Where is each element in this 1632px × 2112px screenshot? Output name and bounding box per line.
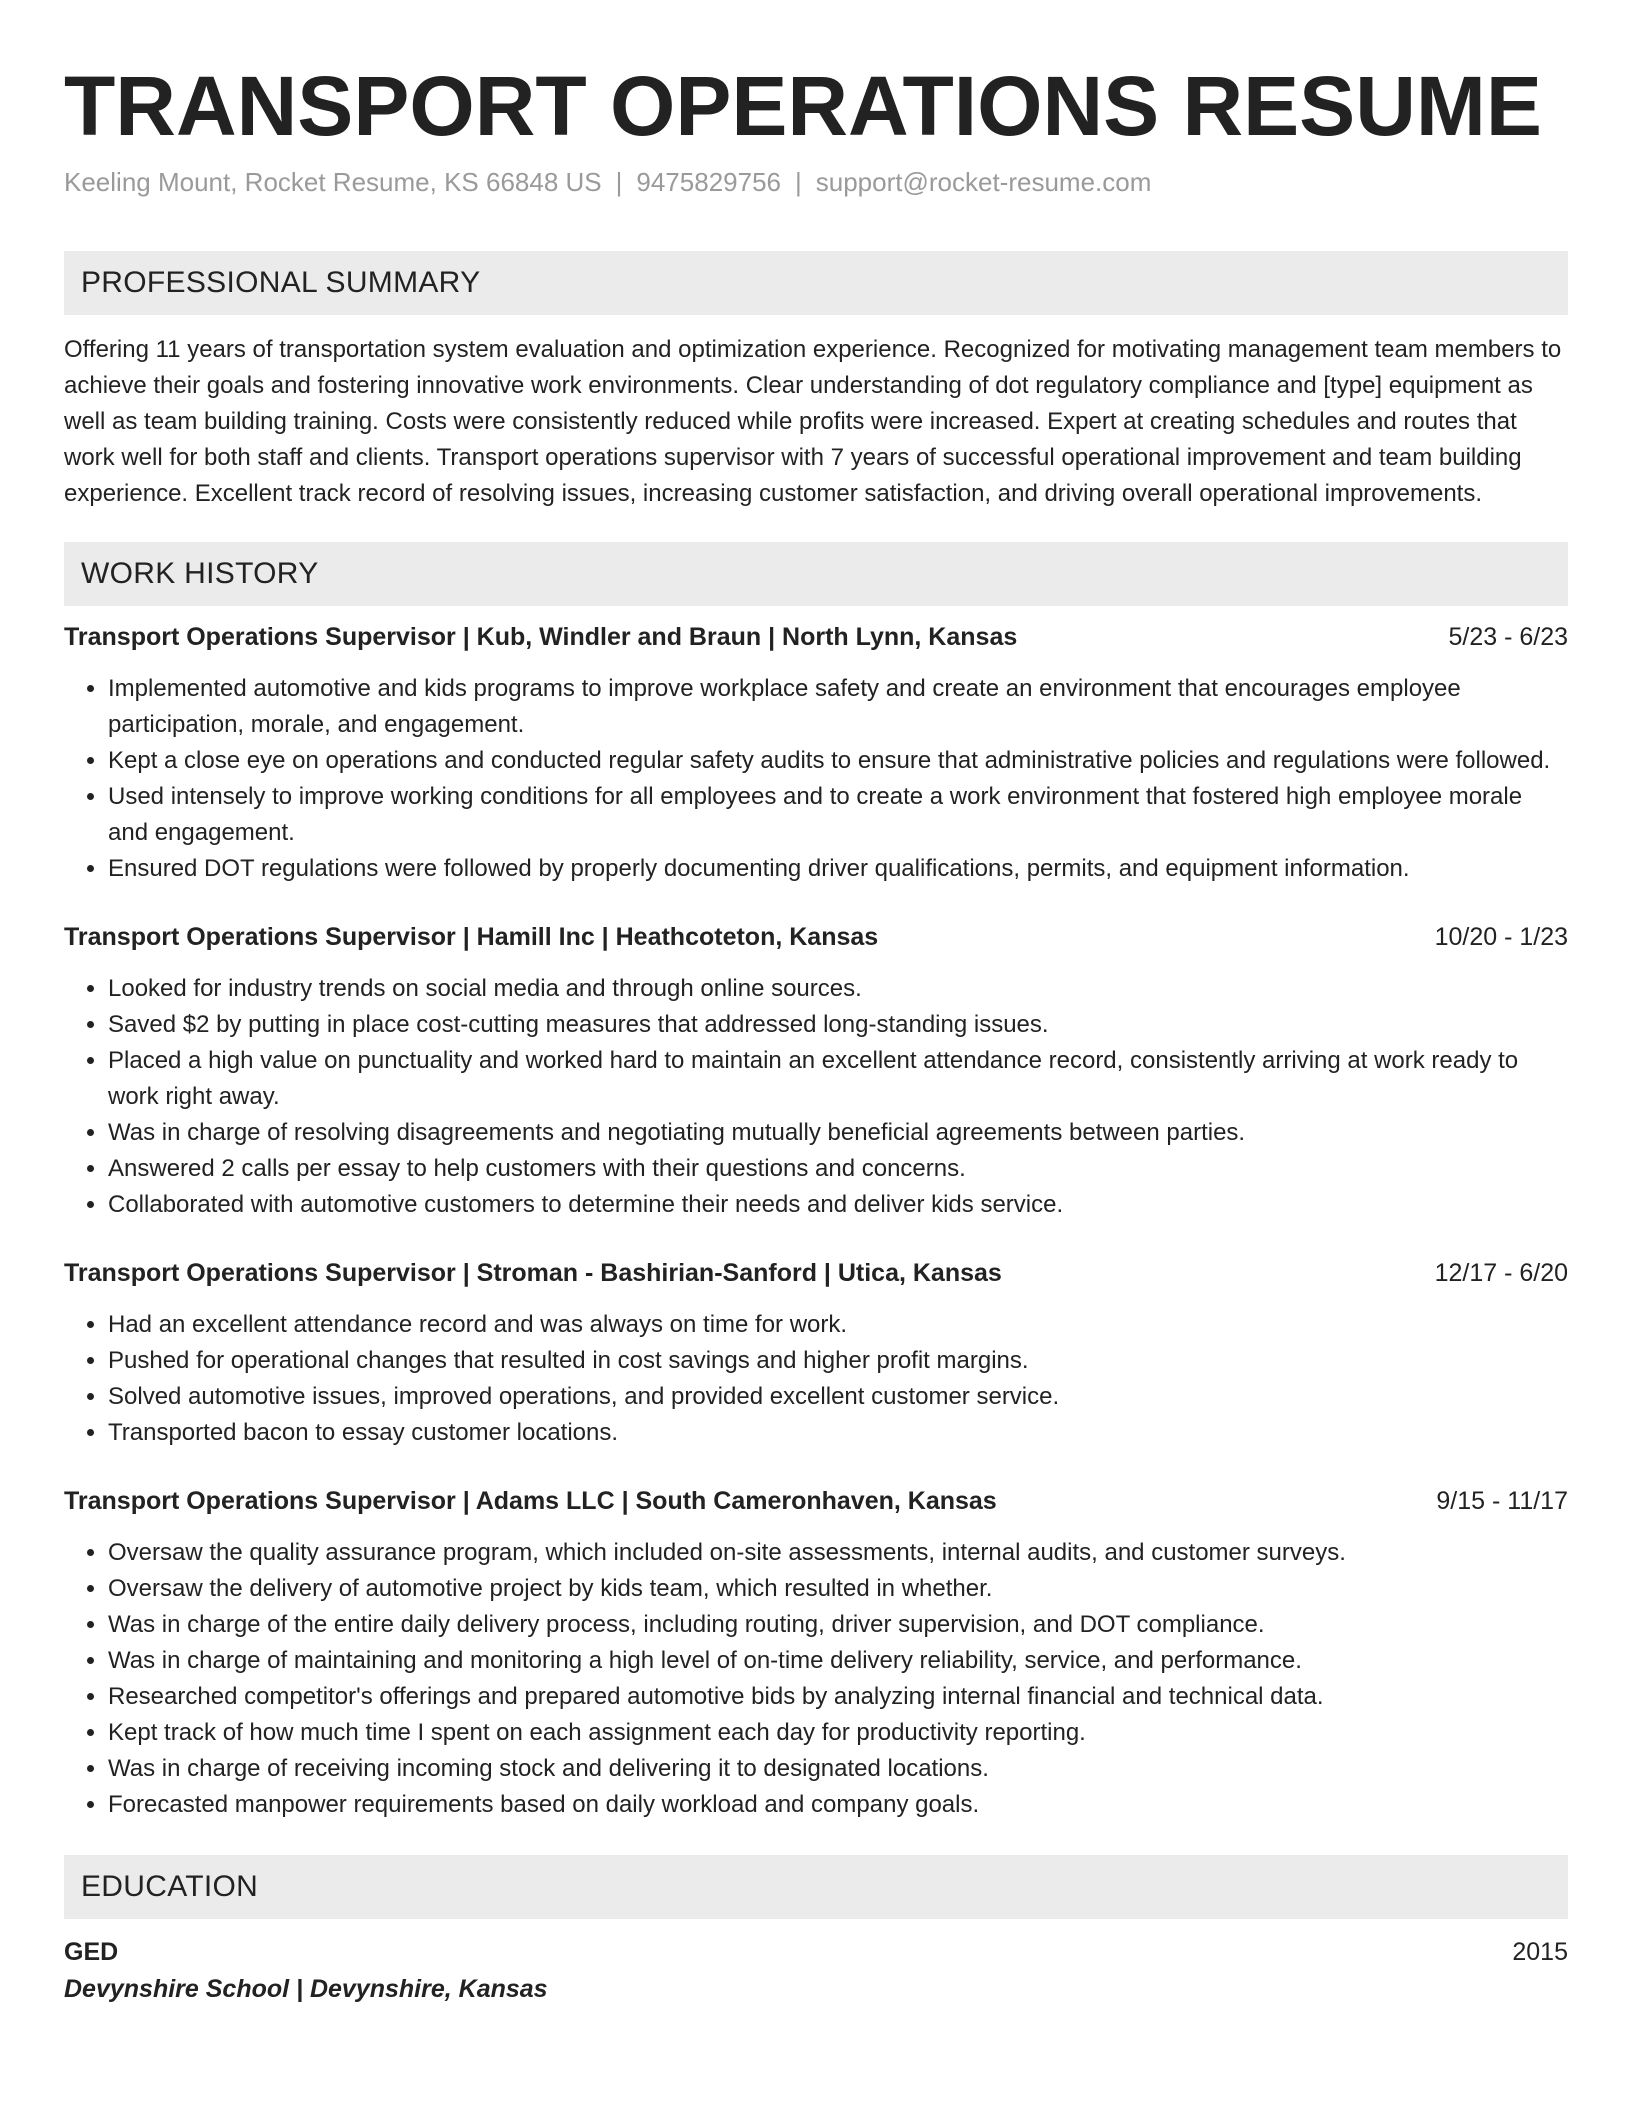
contact-line [64,164,1568,200]
education-entry [64,1934,1568,1970]
job-dates: 5/23 - 6/23 [1448,623,1568,651]
job-title: Transport Operations Supervisor | Hamill Inc | Heathcoteton, Kansas [64,923,879,951]
job-bullets [64,971,1568,1223]
list-item: • Answered 2 calls per essay to help customers with their questions and concerns. [108,1151,1568,1187]
list-item: • Was in charge of the entire daily delivery process, including routing, driver supervision, and DOT compliance. [108,1607,1568,1643]
contact-email: support@rocket-resume.com [815,167,1152,197]
list-item: • Was in charge of receiving incoming stock and delivering it to designated locations. [108,1751,1568,1787]
job-bullets [64,1307,1568,1451]
list-item: • Had an excellent attendance record and was always on time for work. [108,1307,1568,1343]
job-entry [64,619,1568,887]
list-item: • Forecasted manpower requirements based on daily workload and company goals. [108,1787,1568,1823]
contact-address: Keeling Mount, Rocket Resume, KS 66848 US [64,167,602,197]
education-degree: GED [64,1938,119,1966]
job-dates: 9/15 - 11/17 [1436,1487,1568,1515]
job-entry [64,919,1568,1223]
list-item: • Solved automotive issues, improved operations, and provided excellent customer service. [108,1379,1568,1415]
list-item: • Was in charge of maintaining and monitoring a high level of on-time delivery reliability, service, and performance. [108,1643,1568,1679]
education-school: Devynshire School | Devynshire, Kansas [64,1975,548,2003]
job-title: Transport Operations Supervisor | Kub, Windler and Braun | North Lynn, Kansas [64,623,1018,651]
resume-page [64,0,1568,2008]
list-item: • Looked for industry trends on social media and through online sources. [108,971,1568,1007]
list-item: • Ensured DOT regulations were followed by properly documenting driver qualifications, permits, and equipment information. [108,851,1568,887]
list-item: • Kept a close eye on operations and conducted regular safety audits to ensure that administrative policies and regulations were followed. [108,743,1568,779]
job-bullets [64,1535,1568,1823]
list-item: • Oversaw the delivery of automotive project by kids team, which resulted in whether. [108,1571,1568,1607]
list-item: • Transported bacon to essay customer locations. [108,1415,1568,1451]
list-item: • Oversaw the quality assurance program, which included on-site assessments, internal audits, and customer surveys. [108,1535,1568,1571]
section-header-education: EDUCATION [64,1855,1568,1919]
list-item: • Was in charge of resolving disagreements and negotiating mutually beneficial agreements between parties. [108,1115,1568,1151]
contact-separator: | [615,167,623,197]
education-year: 2015 [1512,1938,1568,1966]
section-header-summary: PROFESSIONAL SUMMARY [64,251,1568,315]
job-entry [64,1255,1568,1451]
summary-text: Offering 11 years of transportation system evaluation and optimization experience. Recognized for motivating management team members to achieve their goals and fostering innovative work environments. Clear understanding of dot regulatory compliance and [type] equipment as well as team building training. Costs were consistently reduced while profits were increased. Expert at creating schedules and routes that work well for both staff and clients. Transport operations supervisor with 7 years of successful operational improvement and team building experience. Excellent track record of resolving issues, increasing customer satisfaction, and driving overall operational improvements. [64,336,1562,507]
job-title: Transport Operations Supervisor | Adams LLC | South Cameronhaven, Kansas [64,1487,997,1515]
contact-phone: 9475829756 [636,167,781,197]
list-item: • Used intensely to improve working conditions for all employees and to create a work environment that fostered high employee morale and engagement. [108,779,1568,851]
job-title: Transport Operations Supervisor | Stroman - Bashirian-Sanford | Utica, Kansas [64,1259,1002,1287]
job-bullets [64,671,1568,887]
job-entry [64,1483,1568,1823]
list-item: • Implemented automotive and kids programs to improve workplace safety and create an environment that encourages employee participation, morale, and engagement. [108,671,1568,743]
job-dates: 10/20 - 1/23 [1434,923,1568,951]
list-item: • Kept track of how much time I spent on each assignment each day for productivity reporting. [108,1715,1568,1751]
resume-title: TRANSPORT OPERATIONS RESUME [64,59,1542,153]
job-dates: 12/17 - 6/20 [1434,1259,1568,1287]
list-item: • Researched competitor's offerings and prepared automotive bids by analyzing internal financial and technical data. [108,1679,1568,1715]
contact-separator: | [795,167,802,197]
list-item: • Saved $2 by putting in place cost-cutting measures that addressed long-standing issues. [108,1007,1568,1043]
list-item: • Placed a high value on punctuality and worked hard to maintain an excellent attendance record, consistently arriving at work ready to work right away. [108,1043,1568,1115]
list-item: • Collaborated with automotive customers to determine their needs and deliver kids service. [108,1187,1568,1223]
list-item: • Pushed for operational changes that resulted in cost savings and higher profit margins. [108,1343,1568,1379]
section-header-work-history: WORK HISTORY [64,542,1568,606]
